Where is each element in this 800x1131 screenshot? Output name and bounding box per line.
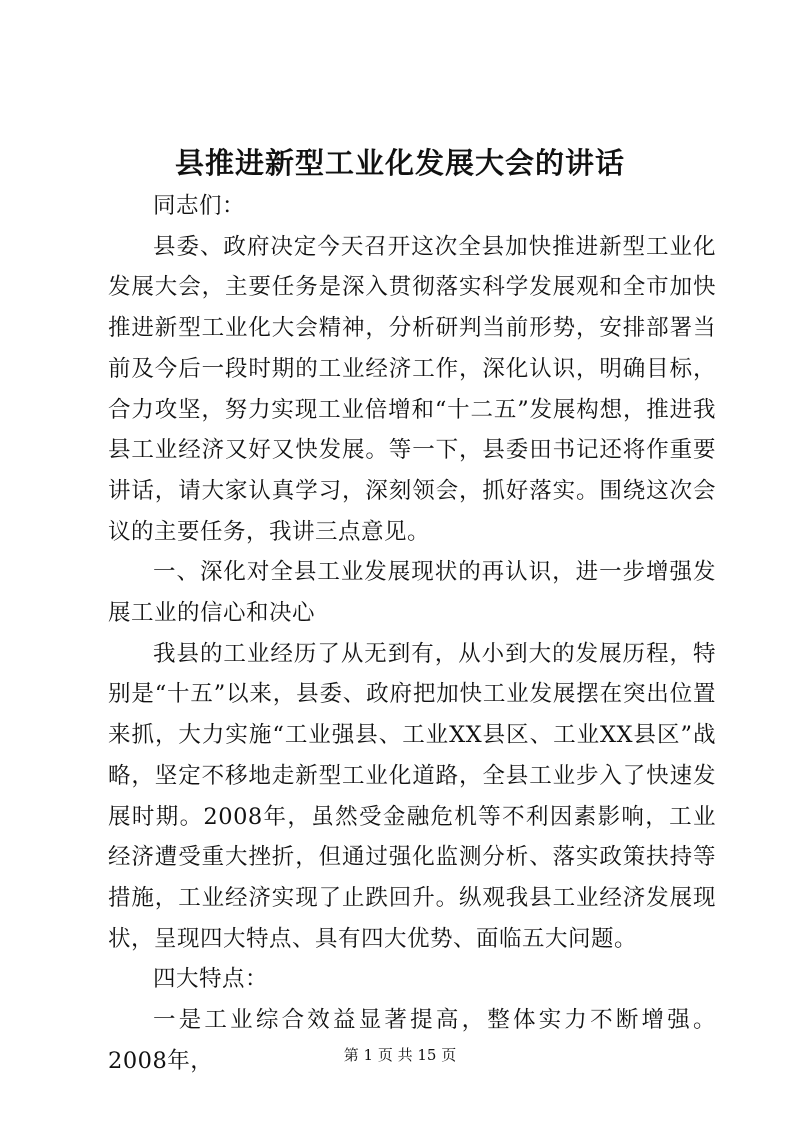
salutation-paragraph: 同志们：: [153, 193, 246, 219]
section-heading-paragraph: 一、深化对全县工业发展现状的再认识，进一步增强发展工业的信心和决心: [108, 559, 716, 627]
subheading-paragraph: 四大特点：: [153, 966, 269, 993]
point-one-paragraph: 一是工业综合效益显著提高，整体实力不断增强。2008年，: [108, 1007, 716, 1074]
page-number-footer: 第 1 页 共 15 页: [343, 1046, 457, 1064]
history-paragraph: 我县的工业经历了从无到有，从小到大的发展历程，特别是“十五”以来，县委、政府把加快工业发展摆在突出位置来抓，大力实施“工业强县、工业XX县区、工业XX县区”战略，坚定不移地走新型工业化道路，全县工业步入了快速发展时期。2008年，虽然受金融危机等不利因素影响，工业经济遭受重大挫折，但通过强化监测分析、落实政策扶持等措施，工业经济实现了止跌回升。纵观我县工业经济发展现状，呈现四大特点、具有四大优势、面临五大问题。: [108, 640, 716, 952]
document-body: [108, 186, 716, 1081]
document-title: 县推进新型工业化发展大会的讲话: [174, 146, 625, 180]
intro-paragraph: 县委、政府决定今天召开这次全县加快推进新型工业化发展大会，主要任务是深入贯彻落实科学发展观和全市加快推进新型工业化大会精神，分析研判当前形势，安排部署当前及今后一段时期的工业经济工作，深化认识，明确目标，合力攻坚，努力实现工业倍增和“十二五”发展构想，推进我县工业经济又好又快发展。等一下，县委田书记还将作重要讲话，请大家认真学习，深刻领会，抓好落实。围绕这次会议的主要任务，我讲三点意见。: [108, 233, 716, 545]
